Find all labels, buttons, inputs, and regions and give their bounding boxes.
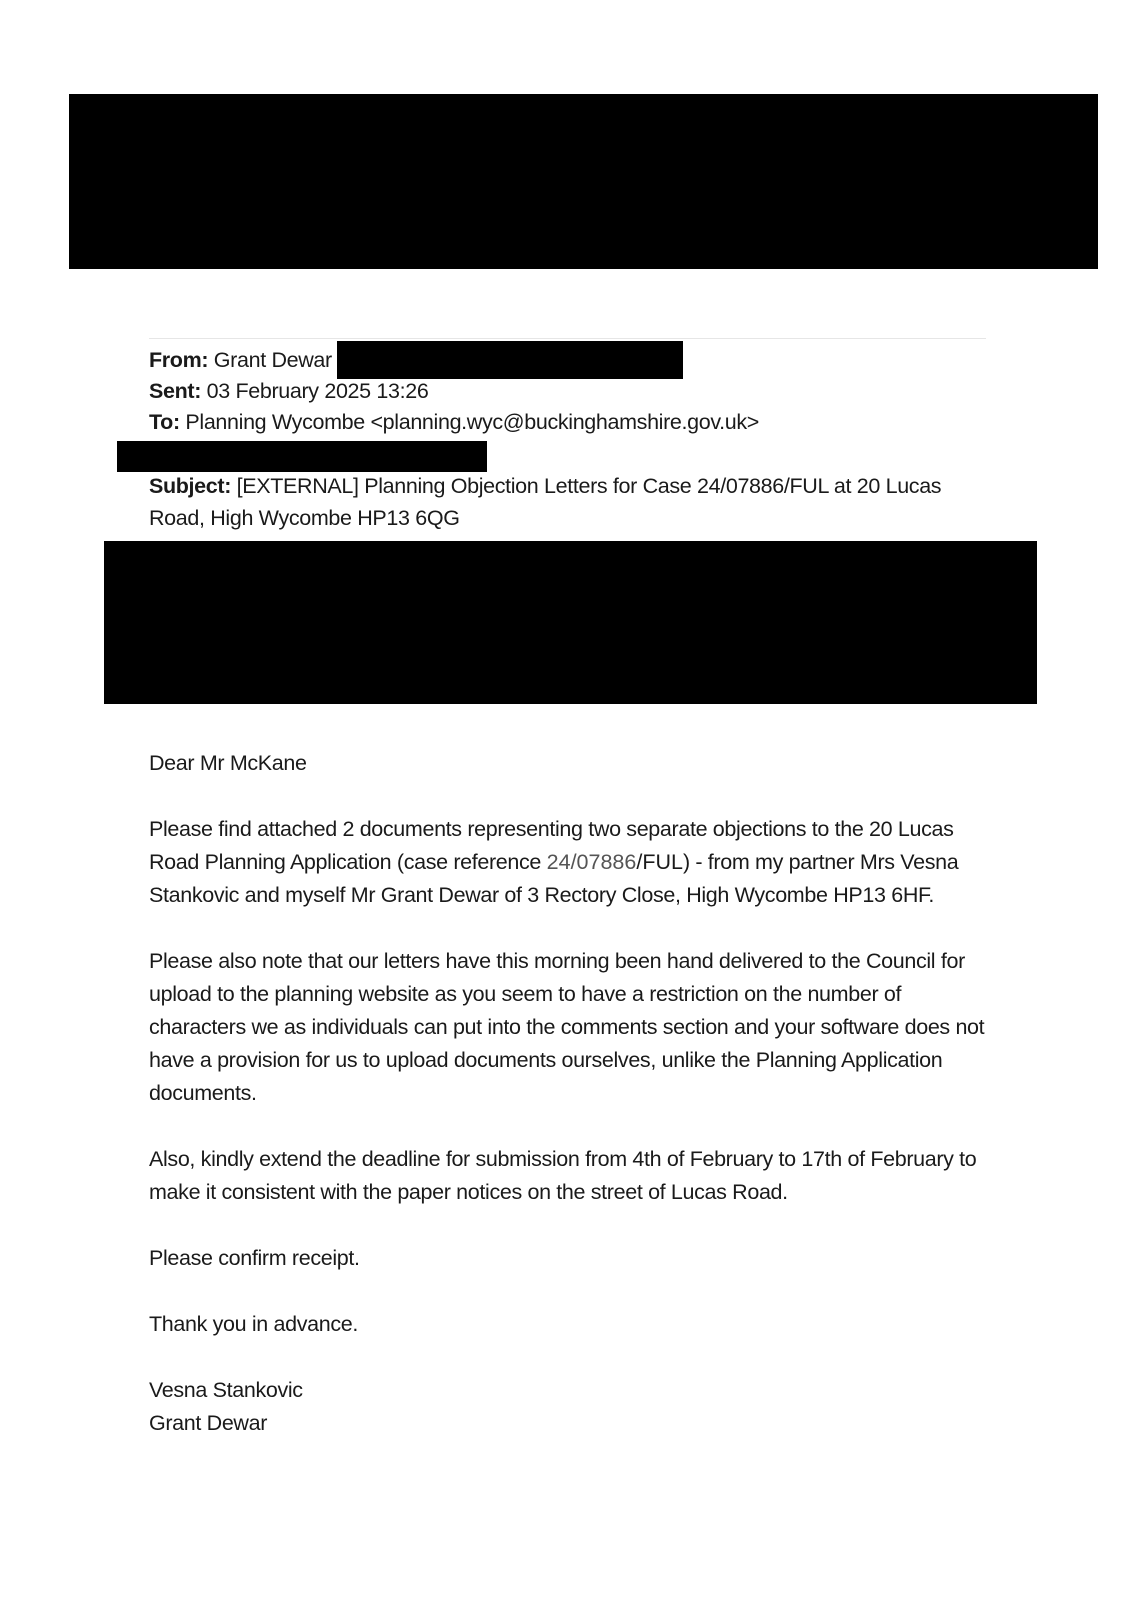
redaction-block-middle	[104, 541, 1037, 704]
to-label: To:	[149, 410, 180, 434]
redaction-cc-line	[117, 441, 487, 472]
to-value: Planning Wycombe <planning.wyc@buckinghamshire.gov.uk>	[185, 410, 760, 434]
paragraph-deadline-text: Also, kindly extend the deadline for submission from 4th of February to 17th of February to make it consistent with the paper notices on the street of Lucas Road.	[149, 1147, 977, 1204]
greeting-text: Dear Mr McKane	[149, 751, 307, 775]
paragraph-attachments-text	[149, 813, 989, 912]
paragraph-hand-delivered-text: Please also note that our letters have this morning been hand delivered to the Council for upload to the planning website as you seem to have a restriction on the number of characters we as individuals can put into the comments section and your software does not have a provision for us to upload documents ourselves, unlike the Planning Application documents.	[149, 949, 985, 1105]
from-name: Grant Dewar	[213, 348, 332, 372]
to-line	[149, 407, 759, 438]
paragraph-thanks	[149, 1308, 989, 1341]
from-label: From:	[149, 348, 209, 372]
signature-block	[149, 1374, 989, 1440]
paragraph-attachments	[149, 813, 989, 912]
redaction-block-top	[69, 94, 1098, 269]
redaction-from-address	[337, 341, 683, 379]
header-divider	[149, 338, 986, 339]
paragraph-confirm	[149, 1242, 989, 1275]
from-line	[149, 345, 332, 376]
sent-label: Sent:	[149, 379, 202, 403]
subject-line	[149, 470, 989, 534]
signature-name-2: Grant Dewar	[149, 1411, 268, 1435]
paragraph-deadline	[149, 1143, 989, 1209]
sent-line	[149, 376, 428, 407]
signature-name-1: Vesna Stankovic	[149, 1378, 303, 1402]
paragraph-confirm-text: Please confirm receipt.	[149, 1246, 360, 1270]
greeting	[149, 747, 989, 780]
paragraph-hand-delivered	[149, 945, 989, 1110]
paragraph-thanks-text: Thank you in advance.	[149, 1312, 358, 1336]
para1-start: Please find attached 2 documents representing two separate objections to the 20 Lucas Road Planning Application (case reference	[149, 817, 954, 874]
subject-label: Subject:	[149, 474, 232, 498]
case-reference-number: 24/07886	[546, 850, 637, 874]
sent-value: 03 February 2025 13:26	[206, 379, 429, 403]
case-reference-suffix: /FUL	[636, 850, 683, 874]
subject-value: [EXTERNAL] Planning Objection Letters for Case 24/07886/FUL at 20 Lucas Road, High Wycombe HP13 6QG	[149, 474, 942, 530]
para1-end: ) - from my partner Mrs Vesna Stankovic and myself Mr Grant Dewar of 3 Rectory Close, High Wycombe HP13 6HF.	[149, 850, 959, 907]
